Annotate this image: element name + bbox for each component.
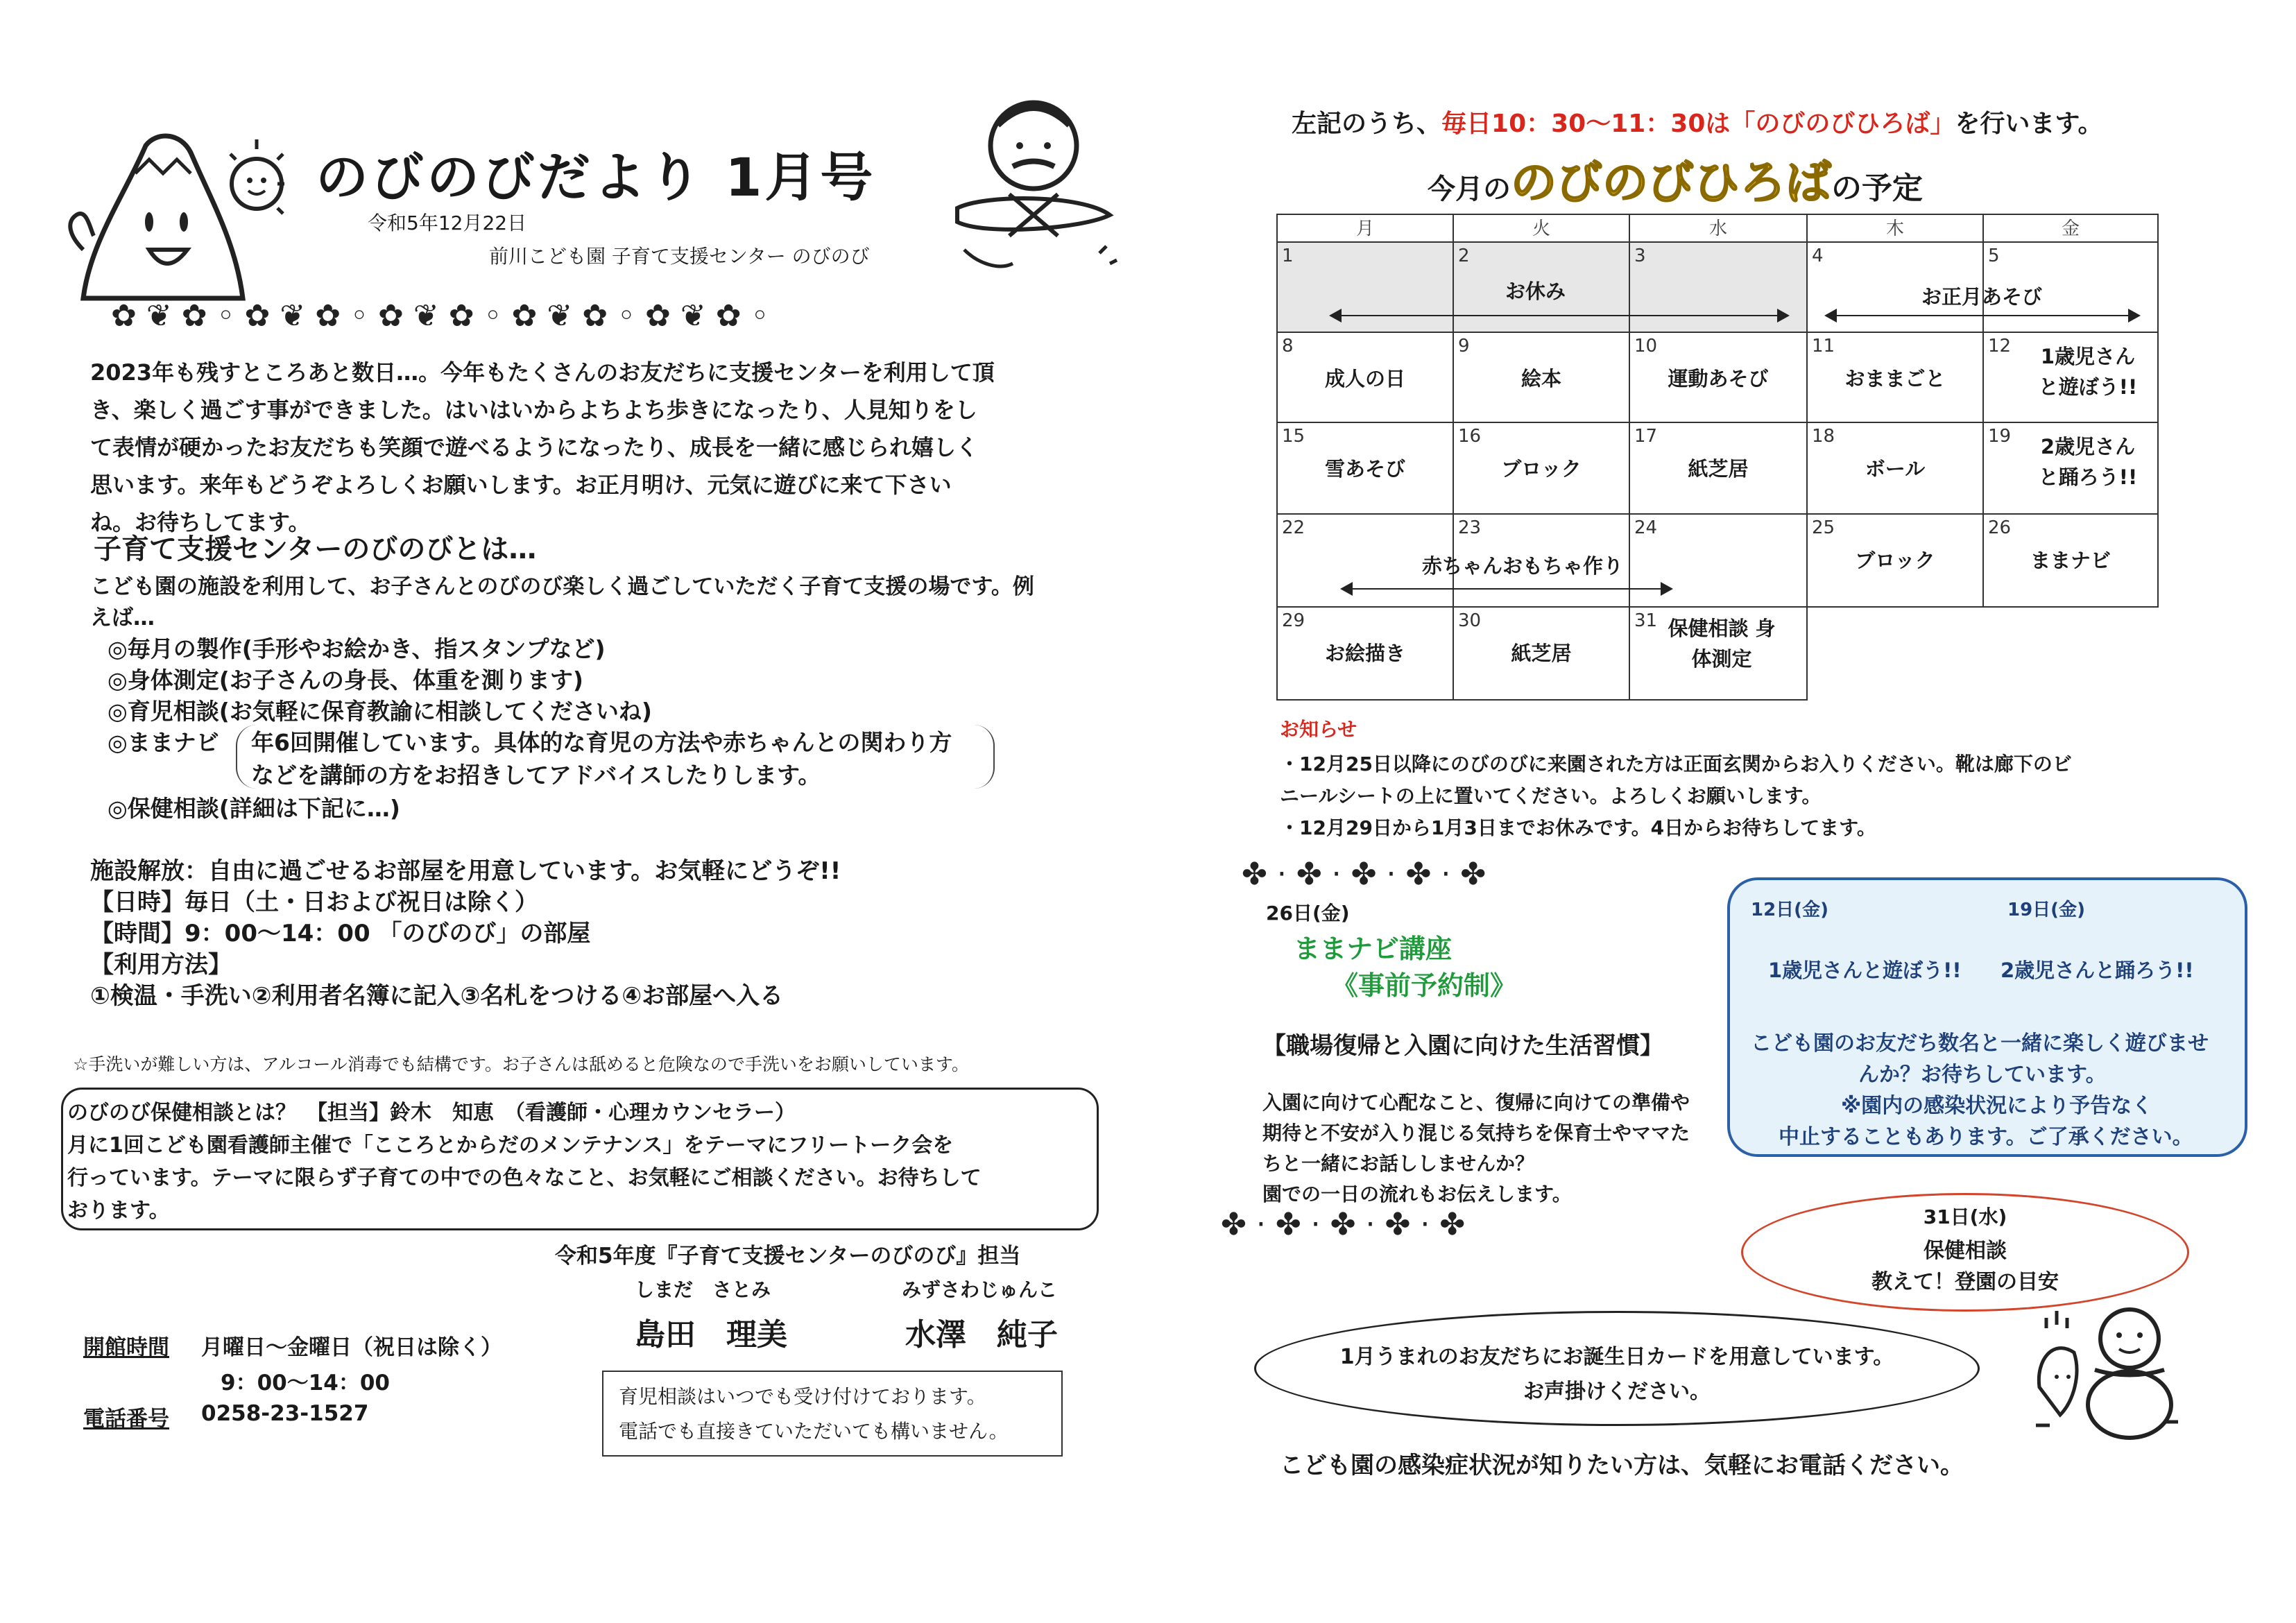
intro-paragraph: 2023年も残すところあと数日…。今年もたくさんのお友だちに支援センターを利用して頂 き、楽しく過ごす事ができました。はいはいからよちよち歩きになったり、人見知りをし て表情が硬かったお友だちも笑顔で遊べるようになったり、成長を一緒に感じられ嬉しく 思います。来年もどうぞよろしくお願いします。お正月明け、元気に遊びに来て下さい ね。お待ちしてます。 [90, 359, 995, 535]
cal-day-25: 25 ブロック [1806, 513, 1984, 608]
mamanavi-sub: 《事前予約制》 [1332, 970, 1517, 1001]
notice-line-3: ・12月29日から1月3日までお休みです。4日からお待ちしてます。 [1280, 816, 1876, 839]
about-line-2: えば… [90, 606, 155, 630]
clover-divider-bottom: ✤ · ✤ · ✤ · ✤ · ✤ [1221, 1207, 1466, 1242]
cal-day-10: 10 運動あそび [1629, 332, 1808, 423]
facility-date: 【日時】毎日（土・日および祝日は除く） [90, 888, 538, 916]
staff-name-1: 島田 理美 [635, 1317, 787, 1352]
cal-day-15: 15 雪あそび [1276, 422, 1454, 515]
cal-day-18: 18 ボール [1806, 422, 1984, 515]
schedule-heading: 今月ののびのびひろばの予定 [1428, 156, 1923, 209]
mamanavi-desc-2: などを講師の方をお招きしてアドバイスしたりします。 [251, 762, 821, 789]
snowman-illustration [2025, 1290, 2185, 1443]
cal-head-fri: 金 [1982, 214, 2159, 243]
cal-day-30: 30 紙芝居 [1453, 606, 1630, 701]
mamanavi-date: 26日(金) [1266, 902, 1350, 925]
mamanavi-line-4: 園での一日の流れもお伝えします。 [1262, 1183, 1572, 1205]
span-toy-arrow [1342, 588, 1672, 590]
mamanavi-line-1: 入園に向けて心配なこと、復帰に向けての準備や [1262, 1091, 1690, 1114]
organization-name: 前川こども園 子育て支援センター のびのび [489, 245, 870, 268]
cal-day-4: 4 [1806, 241, 1984, 333]
info-date-1: 12日(金) [1751, 900, 1828, 920]
handwash-note: ☆手洗いが難しい方は、アルコール消毒でも結構です。お子さんは舐めると危険なので手洗いをお願いしています。 [73, 1054, 969, 1074]
health-title: 保健相談 [1924, 1239, 2007, 1263]
facility-time: 【時間】9：00～14：00 「のびのび」の部屋 [90, 920, 591, 947]
span-newyear-arrow [1826, 315, 2139, 316]
footer-note: こども園の感染症状況が知りたい方は、気軽にお電話ください。 [1280, 1452, 1964, 1479]
cal-day-5: 5 [1982, 241, 2159, 333]
health-consult-box: のびのび保健相談とは？ 【担当】鈴木 知恵 （看護師・心理カウンセラー） 月に1回こども園看護師主催で「こころとからだのメンテナンス」をテーマにフリートーク会を 行っています。テーマに限らず子育ての中での色々なこと、お気軽にご相談ください。お待ちして おります。 [61, 1088, 1099, 1230]
about-item-seisaku: ◎毎月の製作(手形やお絵かき、指スタンプなど) [108, 635, 606, 662]
about-item-mamanavi: ◎ままナビ [108, 729, 219, 756]
about-item-ikuji: ◎育児相談(お気軽に保育教諭に相談してくださいね) [108, 698, 652, 725]
info-date-2: 19日(金) [2007, 900, 2085, 920]
health-sub: 教えて！登園の目安 [1871, 1270, 2059, 1294]
staff-kana-2: みずさわじゅんこ [902, 1278, 1058, 1301]
cal-day-11: 11 おままごと [1806, 332, 1984, 423]
phone-label: 電話番号 [83, 1407, 169, 1432]
mamanavi-desc-1: 年6回開催しています。具体的な育児の方法や赤ちゃんとの関わり方 [251, 729, 952, 756]
newsletter-title: のびのびだより 1月号 [316, 146, 876, 208]
cal-day-29: 29 お絵描き [1276, 606, 1454, 701]
cal-day-23: 23 [1453, 513, 1630, 608]
notice-line-2: ニールシートの上に置いてください。よろしくお願いします。 [1280, 784, 1822, 807]
facility-usage-steps: ①検温・手洗い②利用者名簿に記入③名札をつける④お部屋へ入る [90, 982, 784, 1010]
cal-day-12: 12 1歳児さんと遊ぼう!! [1982, 332, 2159, 423]
span-toy-label: 赤ちゃんおもちゃ作り [1422, 554, 1624, 578]
mountain-mascot-illustration [62, 104, 284, 312]
info-line-2: んか？お待ちしています。 [1858, 1063, 2107, 1087]
staff-kana-1: しまだ さとみ [635, 1278, 771, 1301]
staff-heading: 令和5年度『子育て支援センターのびのび』担当 [555, 1244, 1021, 1269]
info-box [1727, 877, 2247, 1157]
cal-day-17: 17 紙芝居 [1629, 422, 1808, 515]
health-date: 31日(水) [1923, 1205, 2007, 1228]
cal-day-9: 9 絵本 [1453, 332, 1630, 423]
cal-head-tue: 火 [1453, 214, 1630, 243]
cal-day-2: 2 [1453, 241, 1630, 333]
ikuji-consult-box: 育児相談はいつでも受け付けております。 電話でも直接きていただいても構いません。 [602, 1371, 1063, 1457]
cal-head-mon: 月 [1276, 214, 1454, 243]
phone-number[interactable]: 0258-23-1527 [201, 1401, 369, 1426]
cal-day-24: 24 [1629, 513, 1808, 608]
mamanavi-line-2: 期待と不安が入り混じる気持ちを保育士やママた [1262, 1122, 1690, 1144]
hours-label: 開館時間 [83, 1335, 169, 1360]
info-event-2: 2歳児さんと踊ろう!! [2001, 959, 2194, 982]
cal-day-8: 8 成人の日 [1276, 332, 1454, 423]
span-newyear-label: お正月あそび [1921, 285, 2043, 309]
cal-day-19: 19 2歳児さんと踊ろう!! [1982, 422, 2159, 515]
hours-time: 9：00～14：00 [221, 1371, 390, 1396]
clover-divider-top: ✤ · ✤ · ✤ · ✤ · ✤ [1242, 857, 1487, 892]
notice-line-1: ・12月25日以降にのびのびに来園された方は正面玄関からお入りください。靴は廊下のビ [1280, 753, 2072, 775]
cal-day-31: 31 保健相談 身体測定 [1629, 606, 1808, 701]
mamanavi-title: ままナビ講座 [1294, 934, 1453, 964]
cal-day-16: 16 ブロック [1453, 422, 1630, 515]
decorative-flower-divider: ✿ ❦ ✿ ◦ ✿ ❦ ✿ ◦ ✿ ❦ ✿ ◦ ✿ ❦ ✿ ◦ ✿ ❦ ✿ ◦ [111, 298, 769, 334]
about-item-shintai: ◎身体測定(お子さんの身長、体重を測ります) [108, 667, 583, 694]
info-line-1: こども園のお友だち数名と一緒に楽しく遊びませ [1751, 1031, 2209, 1056]
mamanavi-topic: 【職場復帰と入園に向けた生活習慣】 [1262, 1032, 1663, 1060]
cal-head-thu: 木 [1806, 214, 1984, 243]
birthday-line-2: お声掛けください。 [1523, 1380, 1711, 1404]
birthday-line-1: 1月うまれのお友だちにお誕生日カードを用意しています。 [1339, 1345, 1894, 1369]
info-line-3: ※園内の感染状況により予告なく [1841, 1094, 2153, 1118]
about-item-hoken: ◎保健相談(詳細は下記に…) [108, 795, 400, 822]
hours-days: 月曜日～金曜日（祝日は除く） [201, 1335, 502, 1360]
facility-usage-label: 【利用方法】 [90, 951, 232, 979]
person-mascot-illustration [943, 90, 1124, 284]
about-heading: 子育て支援センターのびのびとは… [94, 533, 537, 565]
cal-day-3: 3 [1629, 241, 1808, 333]
cal-day-22: 22 [1276, 513, 1454, 608]
span-holiday-arrow [1330, 315, 1788, 316]
birthday-speech-bubble [1254, 1311, 1980, 1426]
right-intro: 左記のうち、毎日10：30～11：30は「のびのびひろば」を行います。 [1292, 110, 2103, 138]
staff-name-2: 水澤 純子 [905, 1317, 1058, 1352]
info-event-1: 1歳児さんと遊ぼう!! [1768, 959, 1962, 982]
cal-head-wed: 水 [1629, 214, 1808, 243]
mamanavi-line-3: ちと一緒にお話ししませんか？ [1262, 1152, 1535, 1175]
info-line-4: 中止することもあります。ご了承ください。 [1779, 1125, 2193, 1149]
issue-date: 令和5年12月22日 [368, 212, 527, 234]
cal-day-1: 1 [1276, 241, 1454, 333]
facility-intro: 施設解放：自由に過ごせるお部屋を用意しています。お気軽にどうぞ!! [90, 857, 841, 885]
about-line-1: こども園の施設を利用して、お子さんとのびのび楽しく過ごしていただく子育て支援の場です。例 [90, 574, 1034, 599]
notice-heading: お知らせ [1280, 718, 1357, 741]
cal-day-26: 26 ままナビ [1982, 513, 2159, 608]
span-holiday-label: お休み [1505, 280, 1566, 303]
